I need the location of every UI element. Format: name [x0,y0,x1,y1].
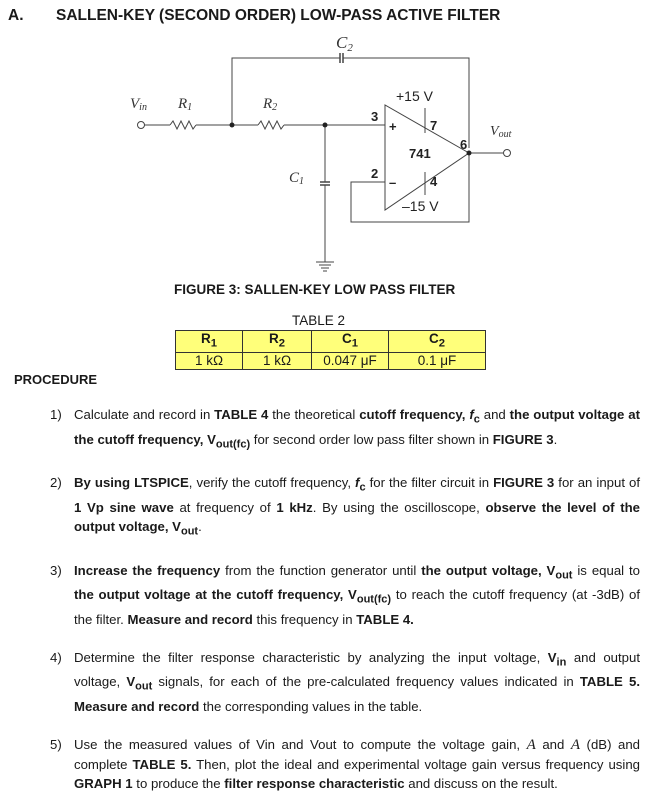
procedure-step-3: 3) Increase the frequency from the function generator until the output voltage, $V_{out}$ is equal to the output voltage at the cutoff frequency, $V_{out(fc)}$ to reach the cutoff frequency (at -3dB) of the filter. Measure and record this frequency in TABLE 4. [50,562,640,627]
opamp-model-label: 741 [409,146,431,161]
vin-terminal [138,122,145,129]
table-cell-c2-value: 0.1 μF [389,352,486,369]
procedure-steps [50,405,640,812]
vout-terminal [504,150,511,157]
inverting-input-sign: – [389,175,397,190]
pin-4-label: 4 [430,174,438,189]
sallen-key-circuit-diagram [0,28,663,278]
procedure-step-2: 2) By using LTSPICE, verify the cutoff frequency, $f_c$ for the filter circuit in FIGURE 3 for an input of 1 Vp sine wave at frequency of 1 kHz. By using the oscilloscope, observe the level of the output voltage, $V_{out}$. [50,475,641,538]
procedure-step-1: 1) Calculate and record in TABLE 4 the theoretical cutoff frequency, $f_c$ and the output voltage at the cutoff frequency, $V_{out(fc)}$ for second order low pass filter shown in FIGURE 3. [50,407,640,451]
pin-6-label: 6 [460,137,468,152]
r1-label: R1 [178,96,193,113]
section-heading [8,7,500,25]
table-header-r2: $R_2$ [243,331,312,353]
negative-supply-label: –15 V [402,198,439,214]
section-title: SALLEN-KEY (SECOND ORDER) LOW-PASS ACTIVE FILTER [56,7,501,24]
section-label: A. [8,7,24,24]
vin-label: Vin [130,96,147,113]
table-header-row [176,331,486,353]
procedure-title: PROCEDURE [14,372,98,387]
c1-label: C1 [289,170,305,187]
junction-dot [467,151,472,156]
table-header-c2: $C_2$ [389,331,486,353]
table-cell-r1-value: 1 kΩ [176,352,243,369]
positive-supply-label: +15 V [396,88,433,104]
table-2-title: TABLE 2 [292,313,346,328]
table-2 [175,330,486,370]
pin-7-label: 7 [430,118,438,133]
pin-2-label: 2 [371,166,379,181]
vout-label: Vout [490,124,512,140]
table-row [176,352,486,369]
figure-caption: FIGURE 3: SALLEN-KEY LOW PASS FILTER [174,282,456,297]
noninverting-input-sign: + [389,119,397,134]
c2-label: C2 [336,33,353,54]
procedure-step-5: 5) Use the measured values of Vin and Vout to compute the voltage gain, A and A (dB) and complete TABLE 5. Then, plot the ideal and experimental voltage gain versus frequency using GRAPH 1 to produce the filter response characteristic and discuss on the result. [50,737,640,792]
procedure-step-4: 4) Determine the filter response characteristic by analyzing the input voltage, $V_{in}$ and output voltage, $V_{out}$ signals, for each of the pre-calculated frequency values indicated in TABLE 5. Measure and record the corresponding values in the table. [50,649,640,715]
table-header-r1: $R_1$ [176,331,243,353]
table-header-c1: $C_1$ [312,331,389,353]
table-cell-c1-value: 0.047 μF [312,352,389,369]
pin-3-label: 3 [371,109,379,124]
junction-dot [323,123,328,128]
table-cell-r2-value: 1 kΩ [243,352,312,369]
junction-dot [230,123,235,128]
r2-label: R2 [263,96,278,113]
